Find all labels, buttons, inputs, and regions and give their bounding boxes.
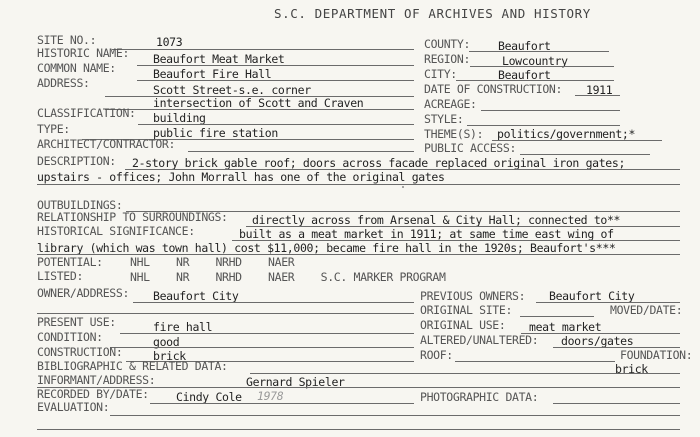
informant-value: Gernard Spieler: [246, 375, 345, 389]
county-label: COUNTY:: [424, 37, 471, 51]
altered-label: ALTERED/UNALTERED:: [420, 333, 539, 347]
type-value: public fire station: [153, 126, 278, 140]
county-line: [469, 51, 609, 52]
owner-blank-line: [37, 313, 414, 314]
address-label: ADDRESS:: [37, 76, 90, 90]
type-label: TYPE:: [37, 122, 70, 136]
date-construction-value: 1911: [586, 83, 613, 97]
condition-label: CONDITION:: [37, 330, 103, 344]
significance-label: HISTORICAL SIGNIFICANCE:: [37, 224, 195, 238]
owner-line: [133, 302, 414, 303]
date-construction-line: [575, 95, 620, 96]
present-use-label: PRESENT USE:: [37, 315, 116, 329]
common-name-line: [137, 80, 414, 81]
previous-owners-label: PREVIOUS OWNERS:: [420, 289, 526, 303]
city-label: CITY:: [424, 67, 457, 81]
significance-value-line1: built as a meat market in 1911; at same time east wing of: [239, 227, 614, 241]
classification-value: building: [153, 111, 206, 125]
acreage-line: [481, 110, 620, 111]
historic-name-label: HISTORIC NAME:: [37, 46, 130, 60]
condition-line: [110, 347, 414, 348]
county-value: Beaufort: [498, 39, 551, 53]
evaluation-line2: [37, 429, 680, 430]
photographic-label: PHOTOGRAPHIC DATA:: [420, 390, 539, 404]
recorded-line: [150, 403, 414, 404]
address-value-line1: Scott Street-s.e. corner: [153, 83, 311, 97]
date-construction-label: DATE OF CONSTRUCTION:: [424, 82, 563, 96]
public-access-label: PUBLIC ACCESS:: [424, 141, 517, 155]
informant-label: INFORMANT/ADDRESS:: [37, 373, 156, 387]
significance-value-line2: library (which was town hall) cost $11,000; became fire hall in the 1920s; Beaufort's***: [37, 241, 616, 255]
region-line: [470, 66, 614, 67]
theme-label: THEME(S):: [424, 127, 484, 141]
site-no-line: [112, 49, 414, 50]
historic-name-value: Beaufort Meat Market: [153, 52, 285, 66]
original-site-label: ORIGINAL SITE:: [420, 303, 513, 317]
relationship-label: RELATIONSHIP TO SURROUNDINGS:: [37, 210, 228, 224]
region-label: REGION:: [424, 52, 471, 66]
recorded-value: Cindy Cole: [176, 390, 242, 404]
bibliographic-label: BIBLIOGRAPHIC & RELATED DATA:: [37, 359, 228, 373]
potential-label: POTENTIAL:: [37, 255, 103, 269]
description-value-line1: 2-story brick gable roof; doors across facade replaced original iron gates;: [132, 156, 626, 170]
recorded-year: 1978: [257, 389, 284, 403]
original-site-line: [520, 316, 594, 317]
style-line: [467, 125, 620, 126]
city-line: [456, 80, 614, 81]
classification-label: CLASSIFICATION:: [37, 106, 136, 120]
city-value: Beaufort: [498, 68, 551, 82]
outbuildings-label: OUTBUILDINGS:: [37, 198, 123, 212]
moved-date-label: MOVED/DATE:: [610, 303, 683, 317]
site-no-label: SITE NO.:: [37, 33, 97, 47]
description-value-line2: upstairs - offices; John Morrall has one of the original gates: [37, 170, 445, 184]
construction-value: brick: [153, 349, 186, 363]
classification-line: [138, 124, 414, 125]
architect-label: ARCHITECT/CONTRACTOR:: [37, 137, 176, 151]
historic-name-line: [137, 65, 414, 66]
owner-value: Beaufort City: [153, 289, 239, 303]
photographic-line: [553, 403, 680, 404]
card-header: S.C. DEPARTMENT OF ARCHIVES AND HISTORY: [274, 6, 591, 21]
foundation-label: FOUNDATION:: [620, 348, 693, 362]
listed-options: NHL NR NRHD NAER S.C. MARKER PROGRAM: [130, 270, 446, 284]
public-access-line: [520, 154, 650, 155]
owner-label: OWNER/ADDRESS:: [37, 286, 130, 300]
description-label: DESCRIPTION:: [37, 154, 116, 168]
acreage-label: ACREAGE:: [424, 97, 477, 111]
original-use-label: ORIGINAL USE:: [420, 318, 506, 332]
stray-mark: [402, 186, 404, 188]
description-line2: [37, 184, 680, 185]
address-line2: [105, 109, 414, 110]
style-label: STYLE:: [424, 112, 464, 126]
condition-value: good: [153, 335, 180, 349]
roof-label: ROOF:: [420, 348, 453, 362]
present-use-value: fire hall: [153, 320, 213, 334]
evaluation-label: EVALUATION:: [37, 400, 110, 414]
present-use-line: [120, 333, 414, 334]
theme-line: [492, 140, 662, 141]
original-use-value: meat market: [529, 320, 602, 334]
recorded-label: RECORDED BY/DATE:: [37, 387, 149, 401]
potential-options: NHL NR NRHD NAER: [130, 255, 295, 269]
address-value-line2: intersection of Scott and Craven: [153, 96, 364, 110]
region-value: Lowcountry: [502, 54, 568, 68]
roof-line: [455, 361, 615, 362]
common-name-label: COMMON NAME:: [37, 61, 116, 75]
relationship-value: directly across from Arsenal & City Hall; connected to**: [252, 213, 621, 227]
previous-owners-value: Beaufort City: [549, 289, 635, 303]
theme-value: politics/government;*: [497, 127, 636, 141]
foundation-value: brick: [615, 362, 648, 376]
architect-line: [188, 151, 414, 152]
listed-label: LISTED:: [37, 269, 84, 283]
construction-label: CONSTRUCTION:: [37, 345, 123, 359]
common-name-value: Beaufort Fire Hall: [153, 67, 272, 81]
evaluation-line: [110, 415, 680, 416]
site-no-value: 1073: [156, 35, 183, 49]
altered-value: doors/gates: [561, 334, 634, 348]
